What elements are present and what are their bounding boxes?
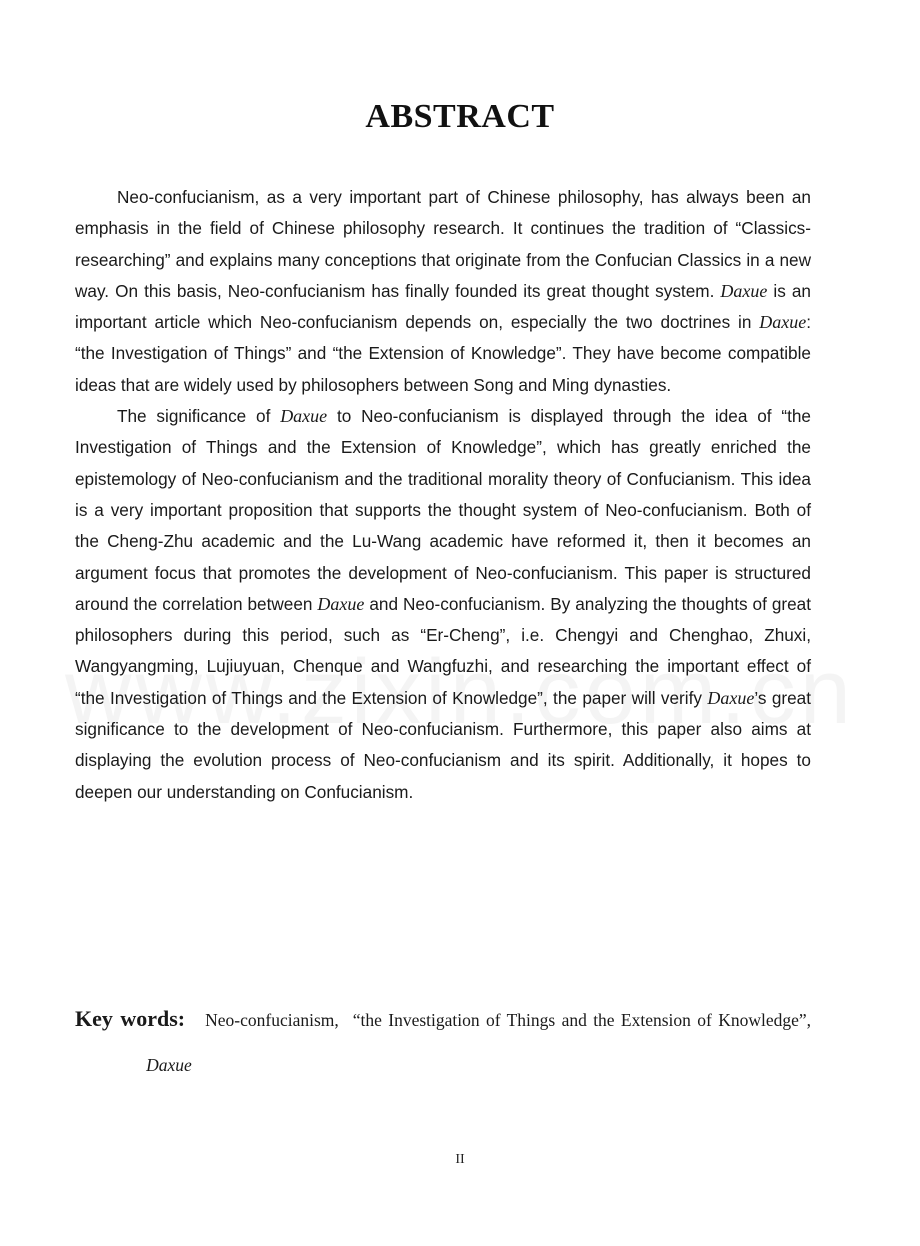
keyword-1: Neo-confucianism,	[205, 1010, 339, 1030]
paragraph-text: to Neo-confucianism is displayed through the idea of “the Investigation of Things and the Extension of Knowledge”, which has greatly enriched the epistemology of Neo-confucianism and the traditional morality theory of Confucianism. This idea is a very important proposition that supports the thought system of Neo-confucianism. Both of the Cheng-Zhu academic and the Lu-Wang academic have reformed it, then it becomes an argument focus that promotes the development of Neo-confucianism. This paper is structured around the correlation between	[75, 406, 811, 614]
paragraph-text: is an important article which Neo-confucianism depends on, especially the two doctrines in	[75, 280, 811, 333]
paragraph-text: ’s great significance to the development of Neo-confucianism. Furthermore, this paper also aims at displaying the evolution process of Neo-confucianism and its spirit. Additionally, it hopes to deepen our understanding on Confucianism.	[75, 687, 811, 802]
paragraph-text: Neo-confucianism, as a very important part of Chinese philosophy, has always been an emphasis in the field of Chinese philosophy research. It continues the tradition of “Classics-researching” and explains many conceptions that originate from the Confucian Classics in a new way. On this basis, Neo-confucianism has finally founded its great thought system.	[75, 187, 811, 301]
italic-term: Daxue	[707, 687, 755, 708]
keyword-3: Daxue	[146, 1055, 192, 1075]
abstract-paragraph-1	[75, 182, 811, 401]
abstract-body	[75, 182, 811, 808]
page-title: ABSTRACT	[365, 98, 555, 135]
page-number: II	[455, 1152, 465, 1167]
italic-term: Daxue	[317, 593, 365, 614]
italic-term: Daxue	[759, 312, 807, 333]
paragraph-text: The significance of	[117, 406, 281, 427]
italic-term: Daxue	[720, 280, 768, 301]
paragraph-text: : “the Investigation of Things” and “the Extension of Knowledge”. They have become compatible ideas that are widely used by philosophers between Song and Ming dynasties.	[75, 312, 811, 395]
keywords-label: Key words:	[75, 1006, 186, 1031]
keywords-section	[75, 996, 811, 1088]
italic-term: Daxue	[280, 406, 328, 427]
paragraph-text: and Neo-confucianism. By analyzing the thoughts of great philosophers during this period, such as “Er-Cheng”, i.e. Chengyi and Chenghao, Zhuxi, Wangyangming, Lujiuyuan, Chenque and Wangfuzhi, and researching the important effect of “the Investigation of Things and the Extension of Knowledge”, the paper will verify	[75, 593, 811, 708]
keyword-2: “the Investigation of Things and the Extension of Knowledge”,	[352, 1010, 812, 1030]
abstract-paragraph-2	[75, 401, 811, 808]
